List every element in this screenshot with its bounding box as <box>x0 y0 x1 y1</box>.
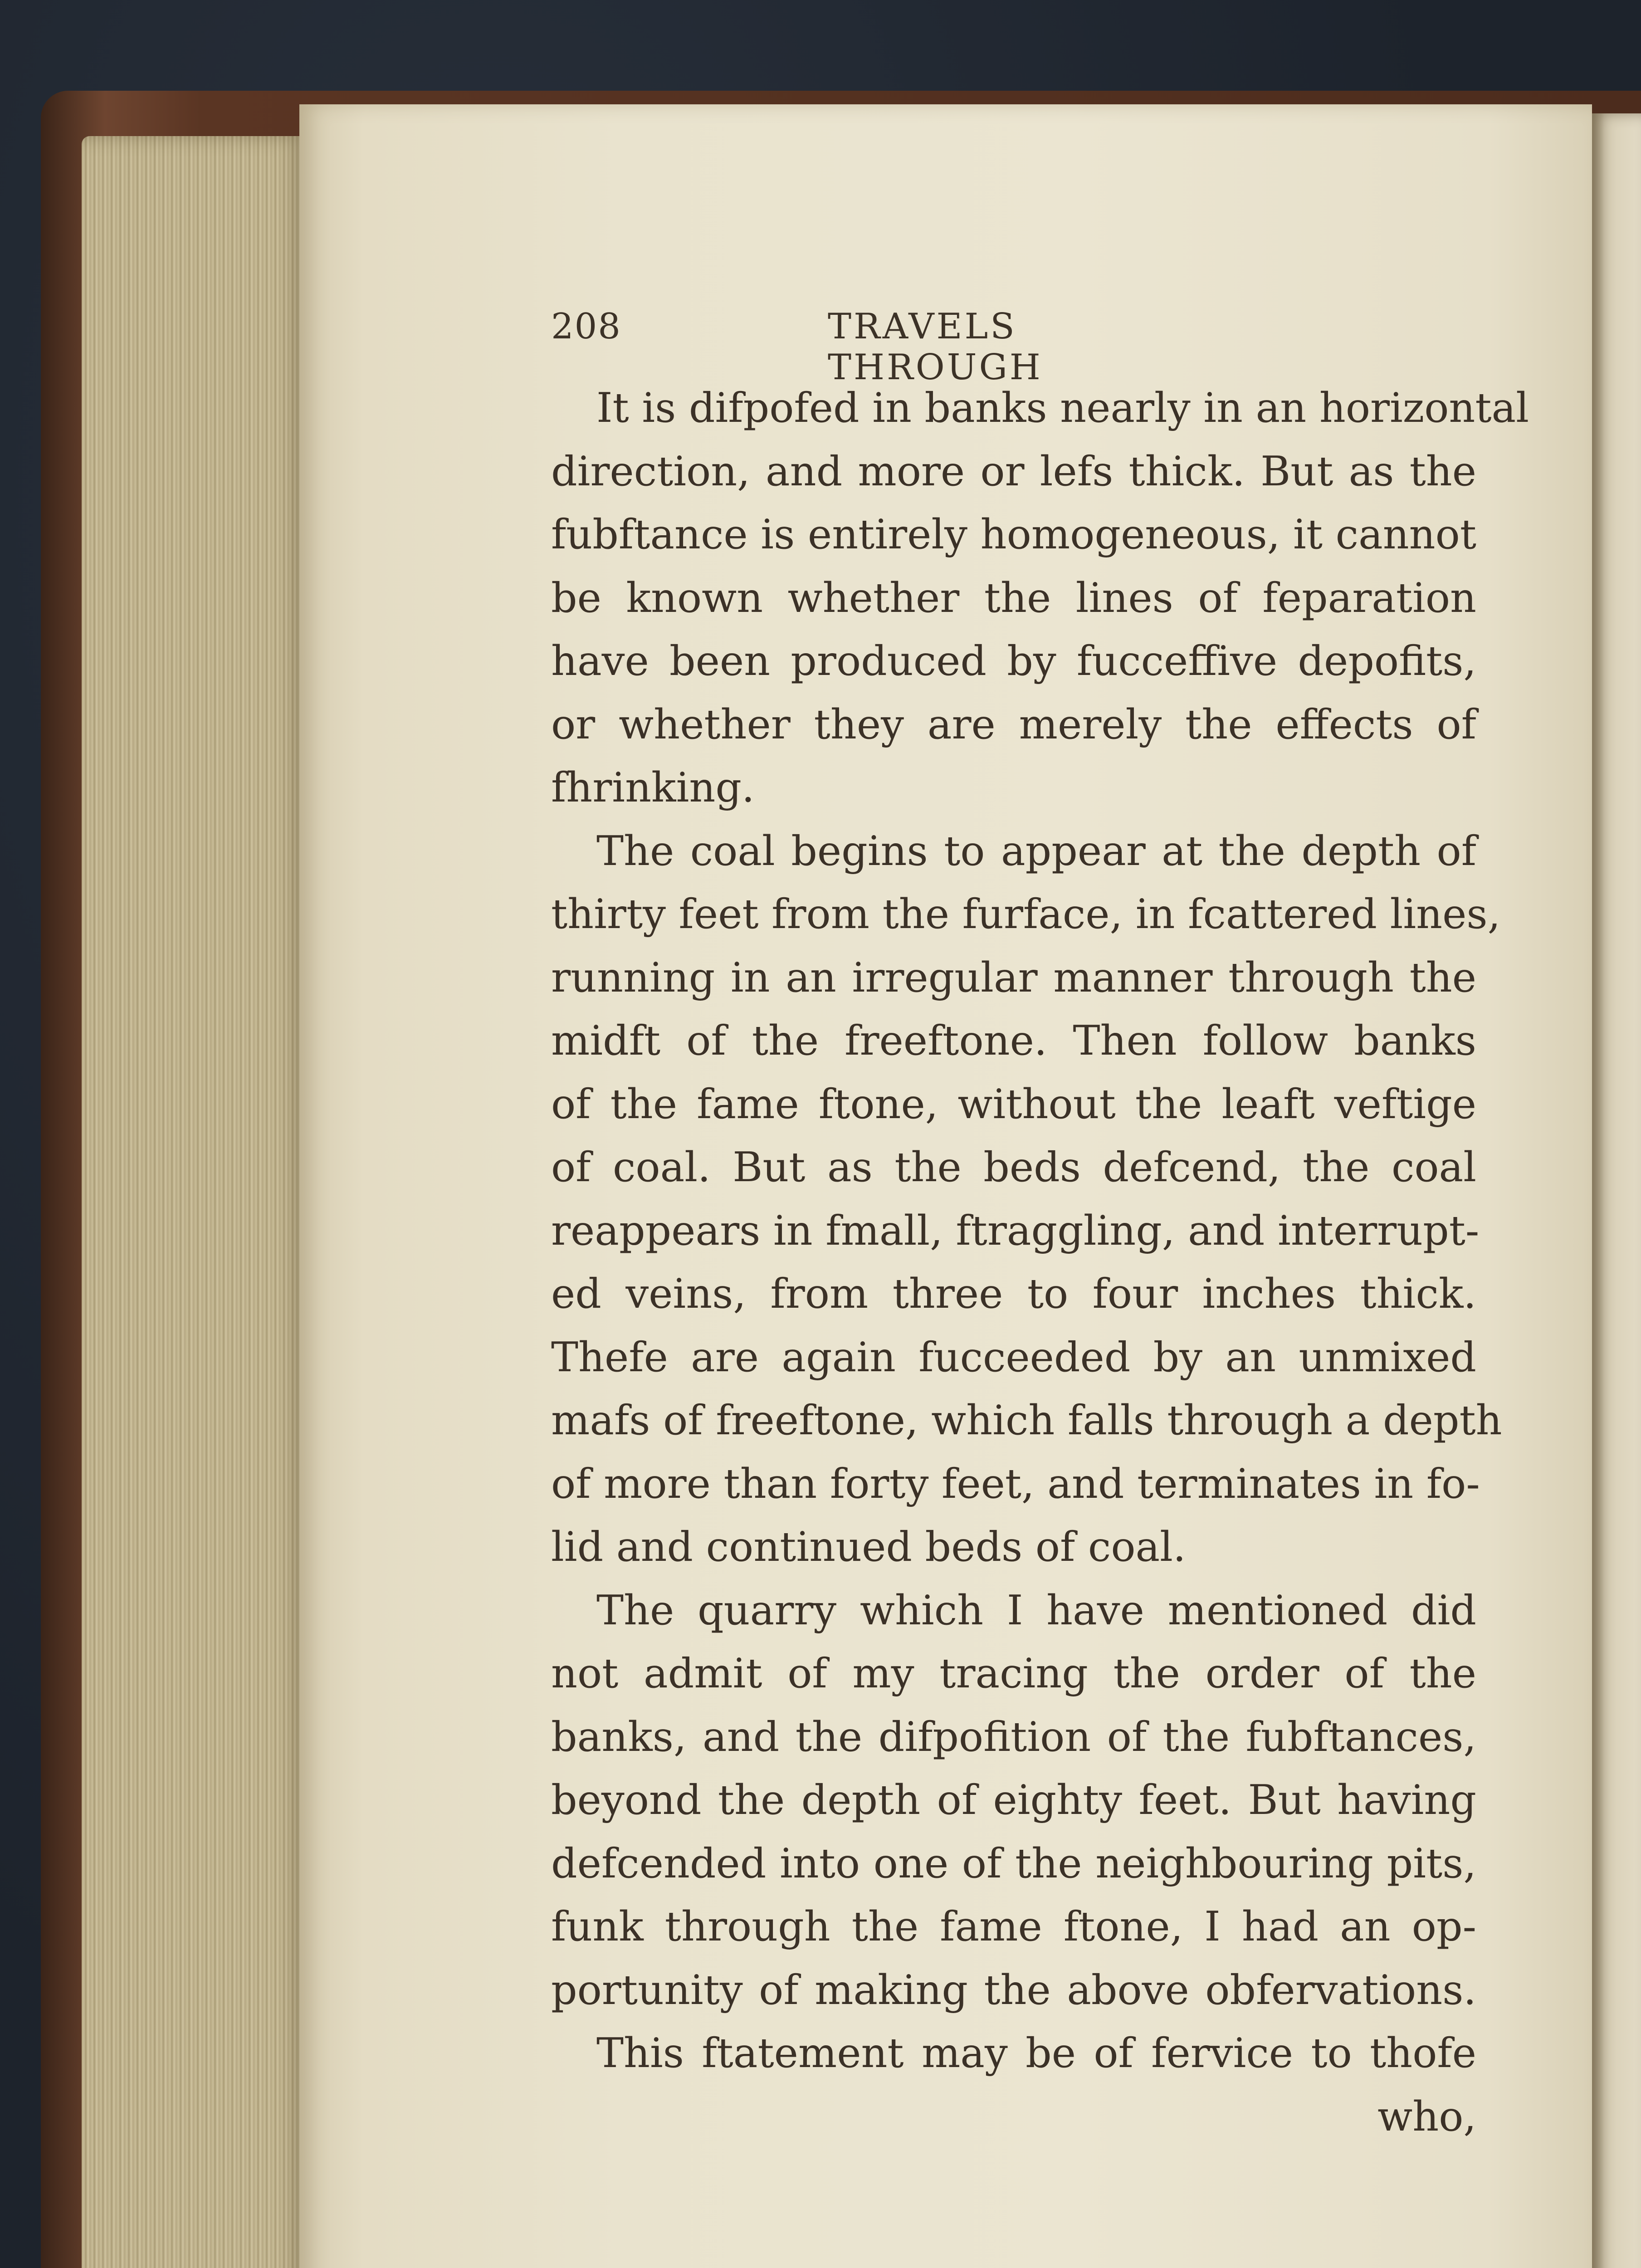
text-line: This ftatement may be of fervice to thofe <box>596 2029 1476 2077</box>
facing-page-edge <box>1592 113 1641 2268</box>
text-line: portunity of making the above obfervations. <box>551 1966 1476 2014</box>
text-line: or whether they are merely the effects of <box>551 700 1476 748</box>
text-line: lid and continued beds of coal. <box>551 1523 1186 1571</box>
text-line: of coal. But as the beds defcend, the coal <box>551 1144 1476 1191</box>
text-line: The quarry which I have mentioned did <box>596 1586 1476 1634</box>
text-line: The coal begins to appear at the depth of <box>596 827 1476 875</box>
running-title: TRAVELS THROUGH <box>828 306 1043 388</box>
text-line: funk through the fame ftone, I had an op- <box>551 1903 1476 1950</box>
page-header <box>551 306 1222 388</box>
page-number: 208 <box>551 306 621 347</box>
text-line: running in an irregular manner through the <box>551 953 1476 1002</box>
text-line: be known whether the lines of feparation <box>551 574 1476 622</box>
text-line: direction, and more or lefs thick. But as the <box>551 447 1476 495</box>
text-line: Thefe are again fucceeded by an unmixed <box>551 1333 1476 1381</box>
text-line: thirty feet from the furface, in fcattered lines, <box>551 890 1501 938</box>
text-line: have been produced by fucceffive depofits, <box>551 637 1476 685</box>
text-line: beyond the depth of eighty feet. But having <box>551 1776 1476 1824</box>
text-line: reappears in fmall, ftraggling, and interrupt- <box>551 1207 1480 1255</box>
text-line: of the fame ftone, without the leaft veftige <box>551 1080 1476 1128</box>
text-line: mafs of freeftone, which falls through a depth <box>551 1397 1502 1444</box>
text-line: banks, and the difpofition of the fubftances, <box>551 1713 1476 1761</box>
text-line: It is difpofed in banks nearly in an horizontal <box>596 384 1529 432</box>
text-line: of more than forty feet, and terminates in fo- <box>551 1460 1480 1508</box>
text-line: not admit of my tracing the order of the <box>551 1650 1476 1697</box>
text-line: fhrinking. <box>551 764 755 811</box>
catchword: who, <box>1377 2092 1476 2141</box>
text-line: midft of the freeftone. Then follow banks <box>551 1017 1476 1065</box>
page-edges <box>82 136 308 2268</box>
text-line: ed veins, from three to four inches thick. <box>551 1270 1476 1318</box>
text-line: defcended into one of the neighbouring pits, <box>551 1839 1476 1887</box>
text-line: fubftance is entirely homogeneous, it cannot <box>551 511 1476 558</box>
body-text <box>551 376 1529 2148</box>
